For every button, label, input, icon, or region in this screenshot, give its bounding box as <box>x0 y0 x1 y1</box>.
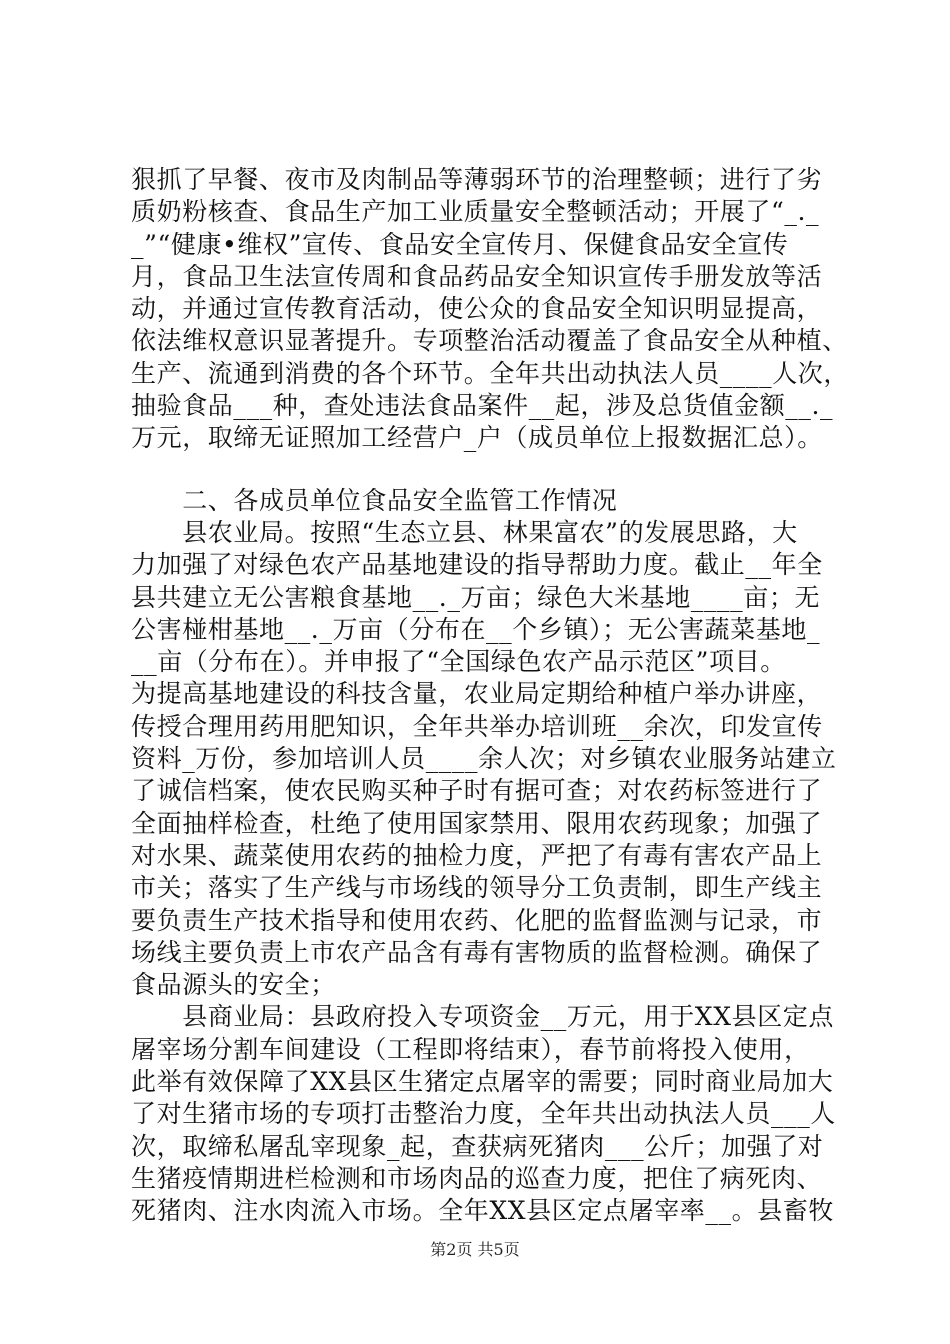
text-line: 狠抓了早餐、夜市及肉制品等薄弱环节的治理整顿；进行了劣 <box>131 165 823 194</box>
text-line: 为提高基地建设的科技含量，农业局定期给种植户举办讲座， <box>131 679 823 709</box>
text-line: 力加强了对绿色农产品基地建设的指导帮助力度。截止__年全 <box>131 550 823 580</box>
text-line: 动，并通过宣传教育活动，使公众的食品安全知识明显提高， <box>131 294 823 324</box>
text-line: 食品源头的安全； <box>131 970 336 1000</box>
document-body <box>131 164 850 1228</box>
text-line: 对水果、蔬菜使用农药的抽检力度，严把了有毒有害农产品上 <box>131 840 823 870</box>
text-line: 场线主要负责上市农产品含有毒有害物质的监督检测。确保了 <box>131 937 823 967</box>
text-line: _”“健康•维权”宣传、食品安全宣传月、保健食品安全宣传 <box>131 229 789 259</box>
text-line: 市关；落实了生产线与市场线的领导分工负责制，即生产线主 <box>131 873 823 903</box>
paragraph-2 <box>131 485 837 1228</box>
text-line: 县商业局：县政府投入专项资金__万元，用于XX县区定点 <box>131 1002 834 1032</box>
paragraph-gap <box>131 455 831 485</box>
text-line: 了诚信档案，使农民购买种子时有据可查；对农药标签进行了 <box>131 776 823 806</box>
text-line: 月，食品卫生法宣传周和食品药品安全知识宣传手册发放等活 <box>131 261 823 291</box>
text-line: 生产、流通到消费的各个环节。全年共出动执法人员____人次， <box>131 358 850 388</box>
text-line: 生猪疫情期进栏检测和市场肉品的巡查力度，把住了病死肉、 <box>131 1163 823 1193</box>
text-line: 县共建立无公害粮食基地__._万亩；绿色大米基地____亩；无 <box>131 582 821 612</box>
text-line: 全面抽样检查，杜绝了使用国家禁用、限用农药现象；加强了 <box>131 808 823 838</box>
text-line: 屠宰场分割车间建设（工程即将结束），春节前将投入使用， <box>131 1034 810 1064</box>
text-line: 死猪肉、注水肉流入市场。全年XX县区定点屠宰率__。县畜牧 <box>131 1196 834 1226</box>
text-line: 县农业局。按照“生态立县、林果富农”的发展思路，大 <box>131 517 798 547</box>
text-line: 此举有效保障了XX县区生猪定点屠宰的需要；同时商业局加大 <box>131 1067 834 1097</box>
text-line: 依法维权意识显著提升。专项整治活动覆盖了食品安全从种植、 <box>131 326 848 356</box>
text-line: 二、各成员单位食品安全监管工作情况 <box>131 485 618 515</box>
text-line: 公害椪柑基地__._万亩（分布在__个乡镇）；无公害蔬菜基地_ <box>131 614 821 644</box>
page-number-footer: 第2页 共5页 <box>430 1240 520 1259</box>
text-line: 要负责生产技术指导和使用农药、化肥的监督监测与记录，市 <box>131 905 823 935</box>
text-line: 质奶粉核查、食品生产加工业质量安全整顿活动；开展了“_._ <box>131 197 820 227</box>
text-line: 了对生猪市场的专项打击整治力度，全年共出动执法人员___人 <box>131 1099 836 1129</box>
text-line: 次，取缔私屠乱宰现象_起，查获病死猪肉___公斤；加强了对 <box>131 1131 824 1161</box>
text-line: 传授合理用药用肥知识，全年共举办培训班__余次，印发宣传 <box>131 711 823 741</box>
paragraph-1 <box>131 164 850 455</box>
text-line: 万元，取缔无证照加工经营户_户（成员单位上报数据汇总）。 <box>131 423 823 453</box>
text-line: 资料_万份，参加培训人员____余人次；对乡镇农业服务站建立 <box>131 744 837 774</box>
text-line: 抽验食品___种，查处违法食品案件__起，涉及总货值金额__._ <box>131 391 834 421</box>
text-line: __亩（分布在）。并申报了“全国绿色农产品示范区”项目。 <box>131 647 786 677</box>
